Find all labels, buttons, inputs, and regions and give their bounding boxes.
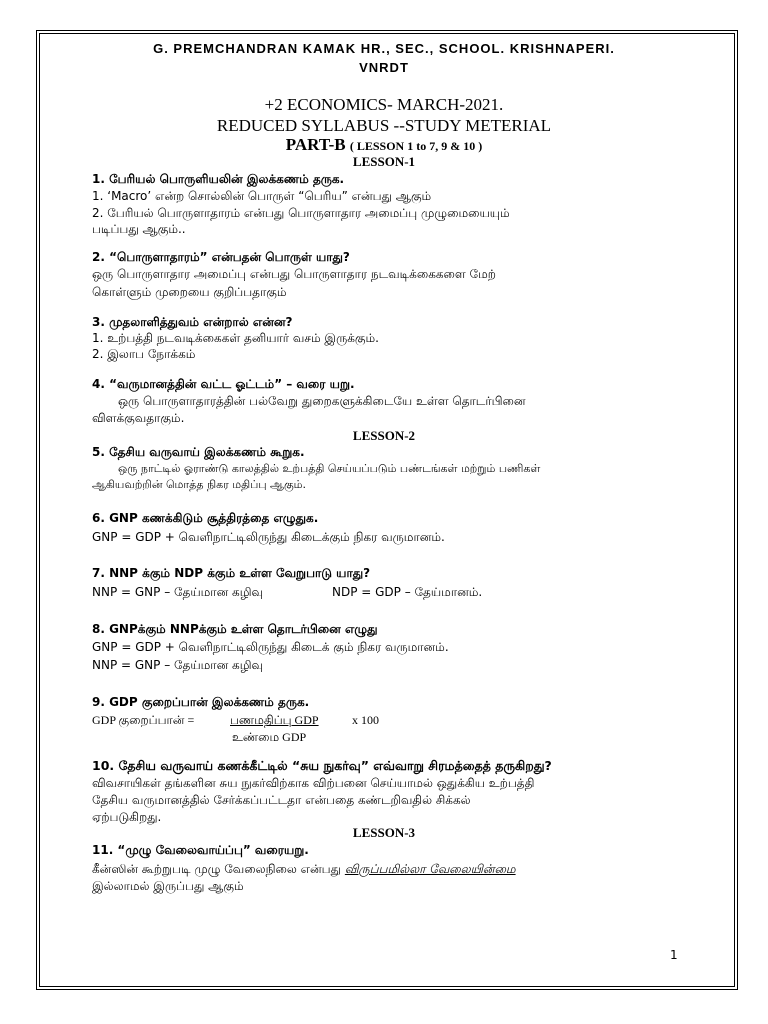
lesson-3-heading: LESSON-3: [352, 825, 416, 840]
answer-line: இல்லாமல் இருப்பது ஆகும்: [92, 879, 244, 893]
page-number: 1: [670, 948, 678, 962]
answer-line: GNP = GDP + வெளிநாட்டிலிருந்து கிடைக் கும் நிகர வருமானம்.: [92, 640, 449, 654]
answer-line: ஒரு நாட்டில் ஓராண்டு காலத்தில் உற்பத்தி செய்யப்படும் பண்டங்கள் மற்றும் பணிகள்: [118, 462, 541, 475]
part-label: PART-B: [285, 135, 346, 154]
answer-line: 2. இலாப நோக்கம்: [92, 347, 196, 361]
exam-title: +2 ECONOMICS- MARCH-2021.: [264, 95, 504, 114]
answer-line: ஆகியவற்றின் மொத்த நிகர மதிப்பு ஆகும்.: [92, 478, 307, 491]
answer-line: ஏற்படுகிறது.: [92, 810, 162, 824]
formula-multiplier: x 100: [352, 713, 379, 727]
answer-line: தேசிய வருமானத்தில் சேர்க்கப்பட்டதா என்பதை கண்டறிவதில் சிக்கல்: [92, 793, 471, 807]
question-7: 7. NNP க்கும் NDP க்கும் உள்ள வேறுபாடு யாது?: [92, 566, 371, 580]
question-10: 10. தேசிய வருவாய் கணக்கீட்டில் “சுய நுகர்வு” எவ்வாறு சிரமத்தைத் தருகிறது?: [92, 758, 552, 773]
formula-lhs: GDP குறைப்பான் =: [92, 713, 195, 727]
answer-line: NNP = GNP – தேய்மான கழிவு: [92, 658, 263, 672]
part-title: [0, 135, 768, 155]
syllabus-title: REDUCED SYLLABUS --STUDY METERIAL: [216, 116, 552, 135]
question-1: 1. பேரியல் பொருளியலின் இலக்கணம் தருக.: [92, 172, 345, 186]
question-8: 8. GNPக்கும் NNPக்கும் உள்ள தொடர்பினை எழுது: [92, 622, 378, 636]
answer-line: படிப்பது ஆகும்..: [92, 222, 186, 236]
answer-line: ஒரு பொருளாதாரத்தின் பல்வேறு துறைகளுக்கிடையே உள்ள தொடர்பினை: [118, 394, 526, 408]
question-2: 2. “பொருளாதாரம்” என்பதன் பொருள் யாது?: [92, 250, 350, 264]
question-6: 6. GNP கணக்கிடும் சூத்திரத்தை எழுதுக.: [92, 511, 319, 525]
question-11: 11. “முழு வேலைவாய்ப்பு” வரையறு.: [92, 843, 309, 857]
answer-line: 1. ‘Macro’ என்ற சொல்லின் பொருள் “பெரிய” என்பது ஆகும்: [92, 189, 432, 203]
formula-denominator: உண்மை GDP: [232, 730, 307, 744]
question-9: 9. GDP குறைப்பான் இலக்கணம் தருக.: [92, 695, 310, 709]
answer-line: விளக்குவதாகும்.: [92, 411, 185, 425]
formula-numerator: பணமதிப்பு GDP: [230, 713, 319, 727]
lesson-2-heading: LESSON-2: [352, 428, 416, 443]
answer-line: GNP = GDP + வெளிநாட்டிலிருந்து கிடைக்கும் நிகர வருமானம்.: [92, 530, 445, 544]
answer-line: 1. உற்பத்தி நடவடிக்கைகள் தனியார் வசம் இருக்கும்.: [92, 331, 379, 345]
answer-line: 2. பேரியல் பொருளாதாரம் என்பது பொருளாதார அமைப்பு முழுமையையும்: [92, 206, 510, 220]
part-subtitle: ( LESSON 1 to 7, 9 & 10 ): [349, 139, 483, 153]
school-name: G. PREMCHANDRAN KAMAK HR., SEC., SCHOOL. KRISHNAPERI.: [153, 41, 615, 56]
question-5: 5. தேசிய வருவாய் இலக்கணம் கூறுக.: [92, 445, 305, 459]
answer-line: [92, 862, 516, 878]
answer-line: விவசாயிகள் தங்களின சுய நுகர்விற்காக விற்பனை செய்யாமல் ஒதுக்கிய உற்பத்தி: [92, 776, 535, 790]
question-4: 4. “வருமானத்தின் வட்ட ஓட்டம்” – வரை யறு.: [92, 377, 355, 391]
answer-line: ஒரு பொருளாதார அமைப்பு என்பது பொருளாதார நடவடிக்கைகளை மேற்: [92, 267, 496, 281]
school-name-line2: VNRDT: [359, 60, 409, 75]
lesson-1-heading: LESSON-1: [352, 154, 416, 169]
answer-line: NDP = GDP – தேய்மானம்.: [332, 585, 483, 599]
answer-text: கீன்ஸின் கூற்றுபடி முழு வேலைநிலை என்பது: [92, 862, 342, 876]
answer-line: NNP = GNP – தேய்மான கழிவு: [92, 585, 263, 599]
answer-line: கொள்ளும் முறையை குறிப்பதாகும்: [92, 285, 287, 299]
answer-emphasis: விருப்பமில்லா வேலையின்மை: [344, 862, 516, 876]
question-3: 3. முதலாளித்துவம் என்றால் என்ன?: [92, 315, 293, 329]
